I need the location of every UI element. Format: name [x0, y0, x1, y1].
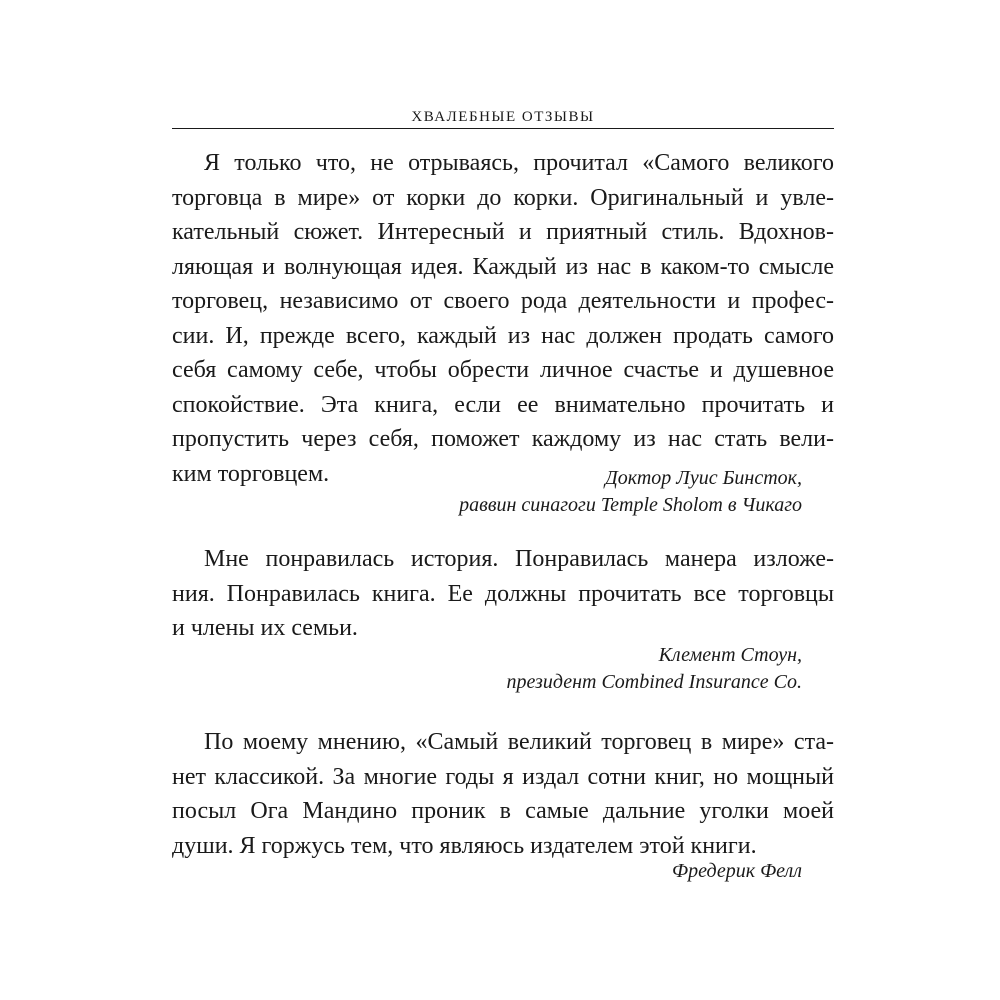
review-1-line: спокойствие. Эта книга, если ее внимательно прочитать и: [172, 391, 834, 418]
review-1-line: кательный сюжет. Интересный и приятный стиль. Вдохнов-: [172, 219, 834, 245]
review-3-line: посыл Ога Мандино проник в самые дальние уголки моей: [172, 798, 834, 824]
review-2-attribution: [506, 642, 802, 696]
review-3-line: По моему мнению, «Самый великий торговец в мире» ста-: [204, 729, 834, 755]
review-3-attribution: [672, 858, 802, 885]
review-2-author: Клемент Стоун,: [658, 644, 802, 666]
review-1-line: торговца в мире» от корки до корки. Оригинальный и увле-: [172, 184, 834, 211]
review-2-text: [172, 542, 834, 646]
review-2-line: и члены их семьи.: [172, 615, 358, 641]
review-2-line: Мне понравилась история. Понравилась манера изложе-: [204, 546, 834, 572]
review-1-line: торговец, независимо от своего рода деятельности и профес-: [172, 288, 834, 314]
running-head: ХВАЛЕБНЫЕ ОТЗЫВЫ: [411, 109, 595, 125]
review-1-line: пропустить через себя, поможет каждому из нас стать вели-: [172, 426, 834, 452]
review-2-line: ния. Понравилась книга. Ее должны прочитать все торговцы: [172, 580, 834, 607]
header-rule: [172, 128, 834, 129]
review-1-role: раввин синагоги Temple Sholom в Чикаго: [459, 494, 802, 516]
review-3-line: души. Я горжусь тем, что являюсь издателем этой книги.: [172, 832, 757, 859]
book-page: [172, 0, 834, 1000]
review-3-author: Фредерик Фелл: [672, 860, 802, 882]
review-1-author: Доктор Луис Бинсток,: [605, 467, 802, 489]
review-1-line: ляющая и волнующая идея. Каждый из нас в каком-то смысле: [172, 253, 834, 280]
review-3-text: [172, 725, 834, 863]
review-3-line: нет классикой. За многие годы я издал сотни книг, но мощный: [172, 763, 834, 790]
review-1-line: Я только что, не отрываясь, прочитал «Самого великого: [204, 150, 834, 176]
review-2-role: президент Combined Insurance Co.: [506, 671, 802, 693]
review-1-line: себя самому себе, чтобы обрести личное счастье и душевное: [172, 357, 834, 383]
review-1-text: [172, 146, 834, 491]
review-1-line: ким торговцем.: [172, 460, 330, 487]
review-1-attribution: [459, 465, 802, 519]
review-1-line: сии. И, прежде всего, каждый из нас должен продать самого: [172, 322, 834, 349]
